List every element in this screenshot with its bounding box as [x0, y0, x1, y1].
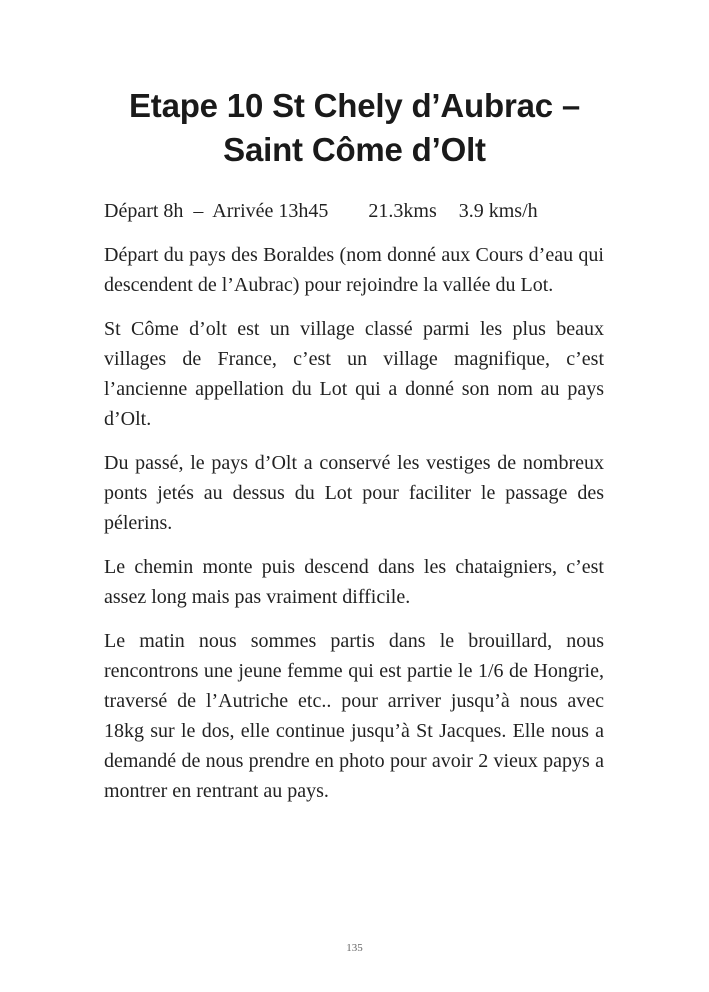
page-number: 135 — [346, 942, 363, 954]
paragraph: Du passé, le pays d’Olt a conservé les vestiges de nombreux ponts jetés au dessus du Lot pour faciliter le passage des pélerins. — [104, 452, 604, 534]
paragraph: Le chemin monte puis descend dans les chataigniers, c’est assez long mais pas vraiment difficile. — [104, 556, 604, 608]
paragraph: Départ du pays des Boraldes (nom donné aux Cours d’eau qui descendent de l’Aubrac) pour rejoindre la vallée du Lot. — [104, 244, 604, 296]
title-line-2: Saint Côme d’Olt — [223, 131, 486, 168]
speed: 3.9 kms/h — [458, 200, 538, 222]
title-line-1: Etape 10 St Chely d’Aubrac – — [128, 87, 581, 124]
trip-summary — [104, 196, 604, 226]
distance: 21.3kms — [368, 200, 437, 222]
paragraph: Le matin nous sommes partis dans le brouillard, nous rencontrons une jeune femme qui est partie le 1/6 de Hongrie, traversé de l’Autriche etc.. pour arriver jusqu’à nous avec 18kg sur le dos, elle continue jusqu’à St Jacques. Elle nous a demandé de nous prendre en photo pour avoir 2 vieux papys a montrer en rentrant au pays. — [104, 630, 604, 802]
body-text — [104, 196, 604, 820]
paragraph: St Côme d’olt est un village classé parmi les plus beaux villages de France, c’est un village magnifique, c’est l’ancienne appellation du Lot qui a donné son nom au pays d’Olt. — [104, 318, 604, 430]
page-title — [60, 84, 649, 172]
departure-arrival: Départ 8h – Arrivée 13h45 — [104, 200, 329, 222]
